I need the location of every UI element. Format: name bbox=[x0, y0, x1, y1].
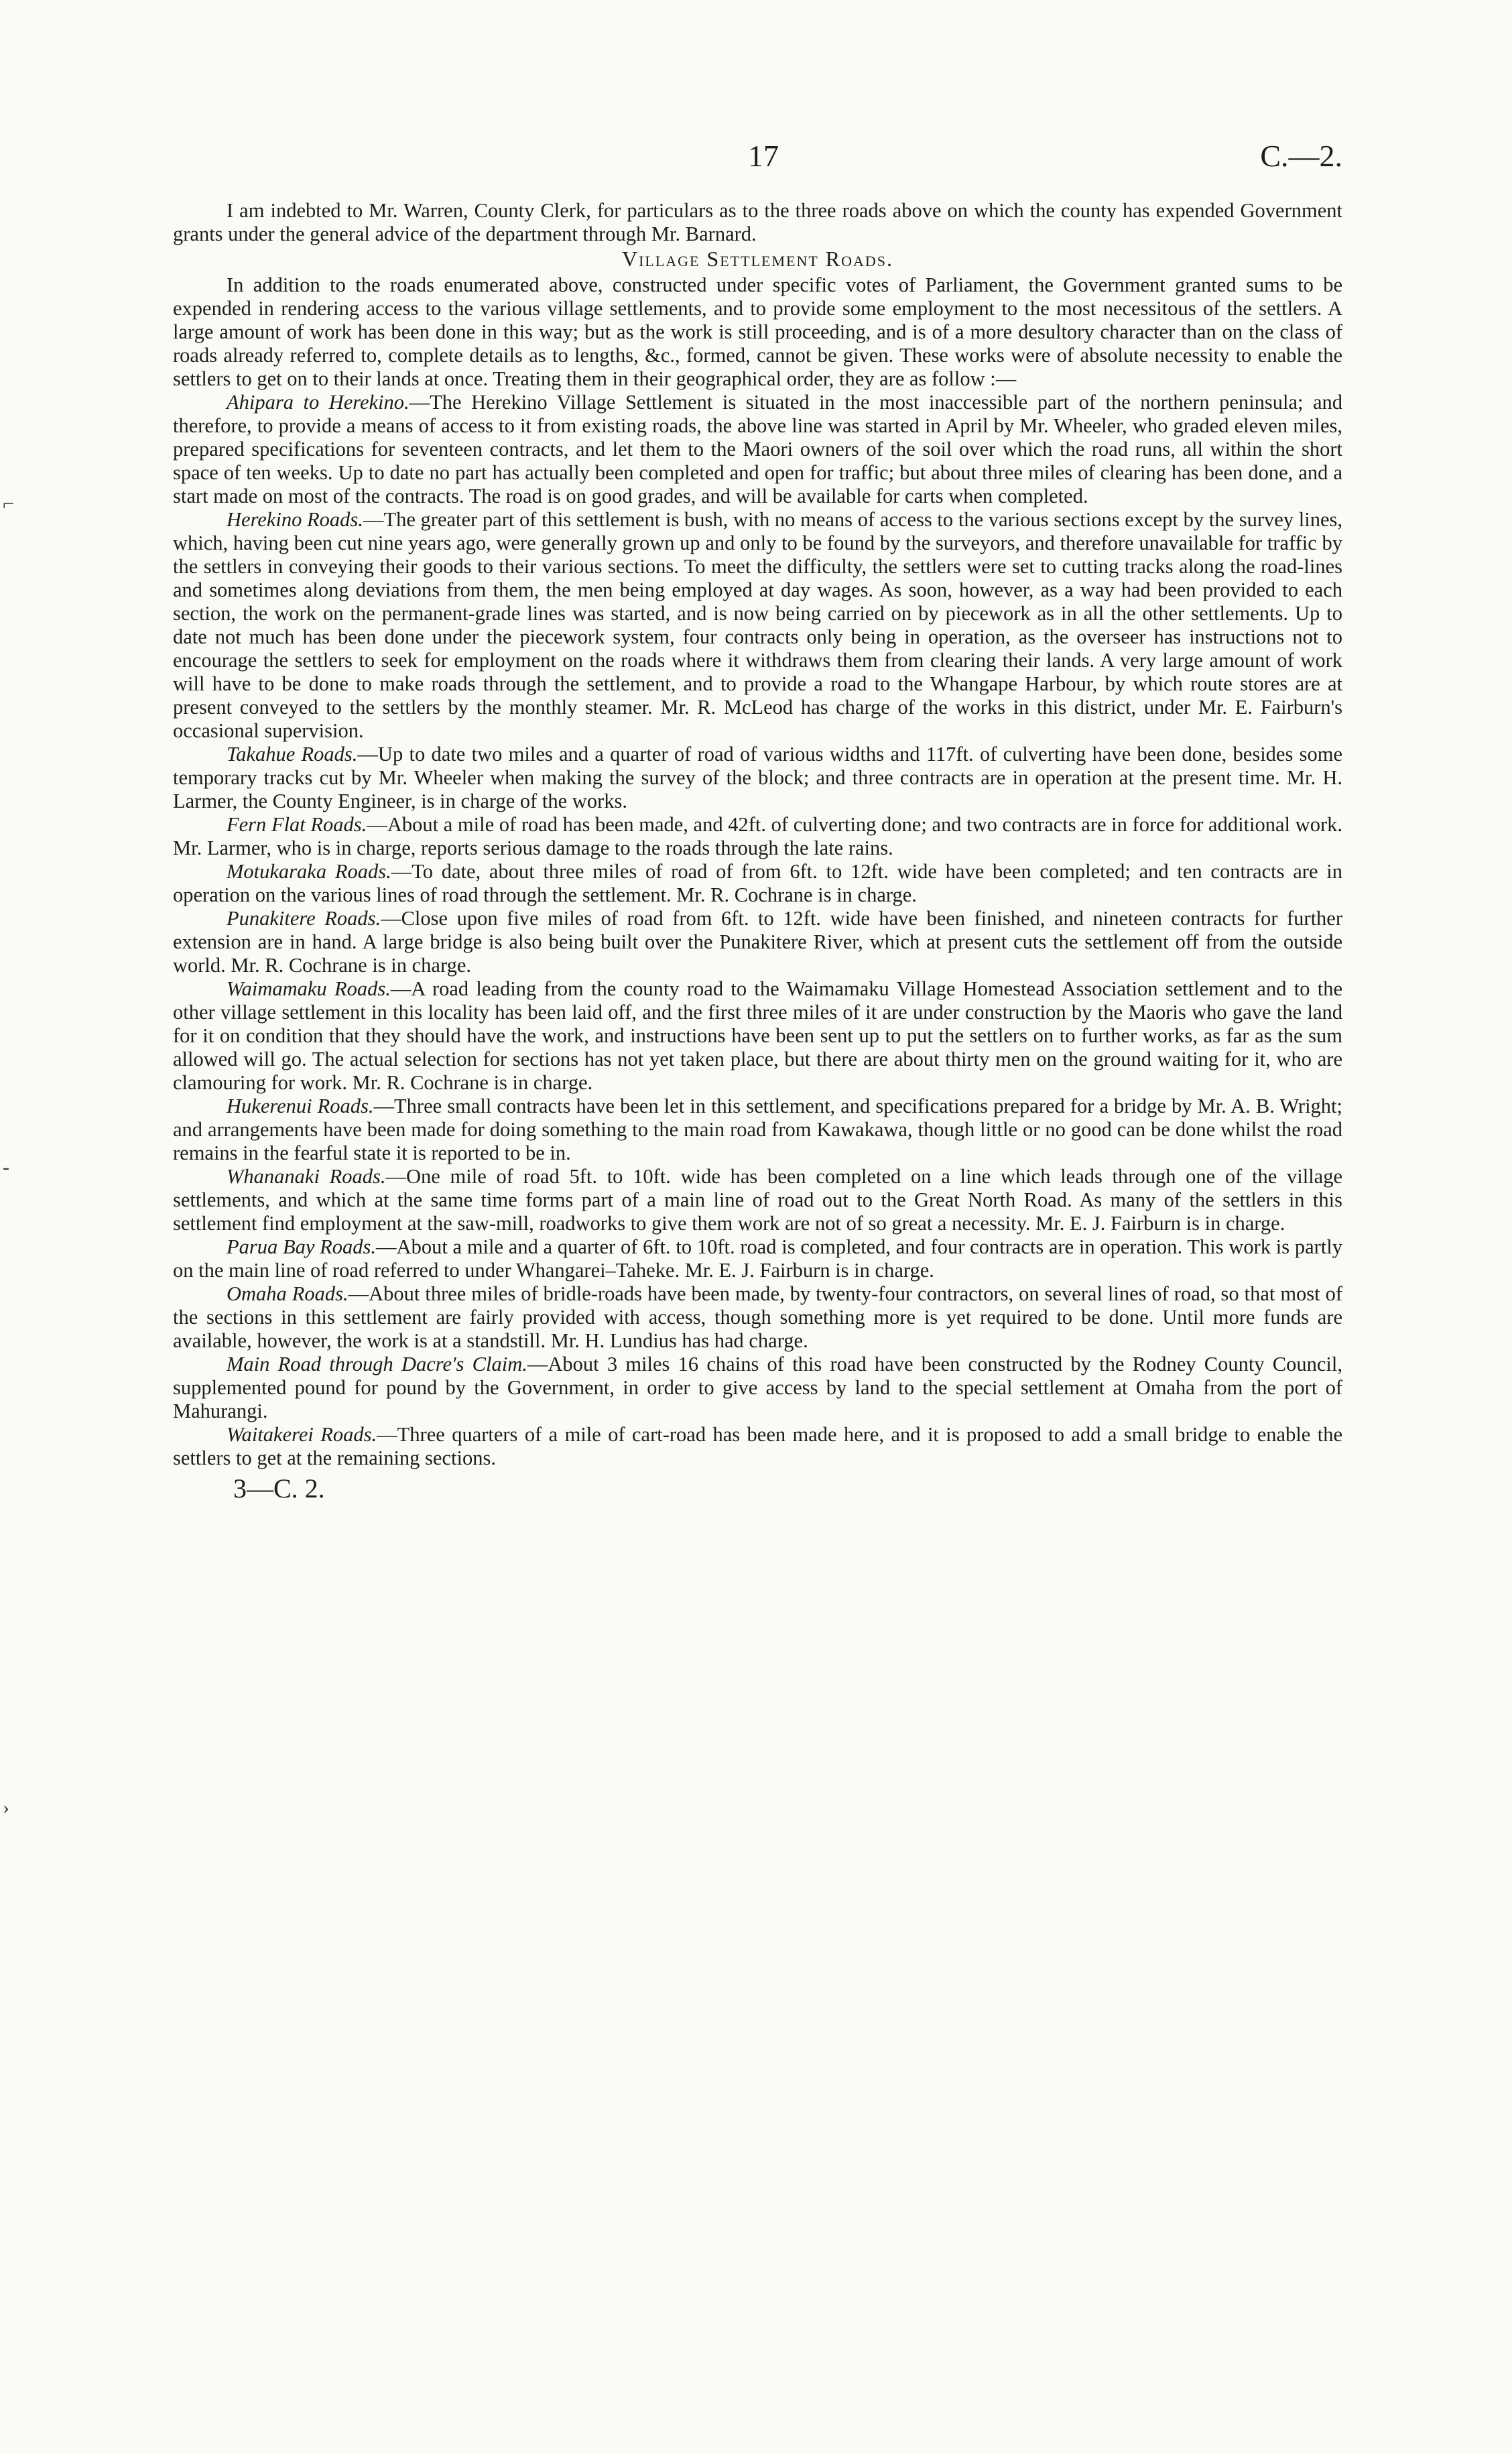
entry-motukaraka-roads bbox=[173, 860, 1342, 907]
entry-omaha-roads bbox=[173, 1282, 1342, 1353]
margin-tick-mark: ⌐ bbox=[3, 493, 14, 515]
entry-text: —To date, about three miles of road of from 6ft. to 12ft. wide have been completed; and ten contracts are in operation on the various lines of road through the settlement. Mr. R. Cochrane is in charge. bbox=[173, 860, 1342, 906]
entry-title: Whananaki Roads. bbox=[227, 1165, 386, 1188]
section-heading: Village Settlement Roads. bbox=[621, 247, 894, 271]
entry-text: —The Herekino Village Settlement is situated in the most inaccessible part of the northern peninsula; and therefore, to provide a means of access to it from existing roads, the above line was started in April by Mr. Wheeler, who graded eleven miles, prepared specifications for seventeen contracts, and let them to the Maori owners of the soil over which the road runs, all within the short space of ten weeks. Up to date no part has actually been completed and open for traffic; but about three miles of clearing has been done, and a start made on most of the contracts. The road is on good grades, and will be available for carts when completed. bbox=[173, 391, 1342, 507]
entry-title: Waitakerei Roads. bbox=[227, 1423, 377, 1446]
entry-hukerenui-roads bbox=[173, 1095, 1342, 1165]
page-number: 17 bbox=[748, 139, 779, 173]
entry-title: Main Road through Dacre's Claim. bbox=[227, 1353, 527, 1375]
document-page bbox=[173, 141, 1342, 1505]
section-intro-paragraph: In addition to the roads enumerated above, constructed under specific votes of Parliament, the Government granted sums to be expended in rendering access to the various village settlements, and to provide some employment to the most necessitous of the settlers. A large amount of work has been done in this way; but as the work is still proceeding, and is of a more desultory character than on the class of roads already referred to, complete details as to lengths, &c., formed, cannot be given. These works were of absolute necessity to enable the settlers to get on to their lands at once. Treating them in their geographical order, they are as follow :— bbox=[173, 273, 1342, 390]
entry-title: Ahipara to Herekino. bbox=[227, 391, 410, 414]
entry-title: Waimamaku Roads. bbox=[227, 977, 391, 1000]
entry-text: —Up to date two miles and a quarter of road of various widths and 117ft. of culverting have been done, besides some temporary tracks cut by Mr. Wheeler when making the survey of the block; and three contracts are in operation at the present time. Mr. H. Larmer, the County Engineer, is in charge of the works. bbox=[173, 743, 1342, 812]
entry-title: Motukaraka Roads. bbox=[227, 860, 391, 883]
entry-text: —Three small contracts have been let in this settlement, and specifications prepared for a bridge by Mr. A. B. Wright; and arrangements have been made for doing something to the main road from Kawakawa, though little or no good can be done whilst the road remains in the fearful state it is reported to be in. bbox=[173, 1095, 1342, 1164]
entry-herekino-roads bbox=[173, 508, 1342, 743]
entry-takahue-roads bbox=[173, 743, 1342, 813]
signature-mark: 3—C. 2. bbox=[233, 1473, 325, 1504]
document-reference: C.—2. bbox=[1260, 139, 1342, 173]
entry-waitakerei-roads bbox=[173, 1423, 1342, 1470]
body-text bbox=[173, 199, 1342, 1505]
entry-waimamaku-roads bbox=[173, 977, 1342, 1095]
entry-title: Herekino Roads. bbox=[227, 508, 363, 531]
margin-tick-mark: ‐ bbox=[3, 1156, 9, 1178]
entry-text: —About 3 miles 16 chains of this road have been constructed by the Rodney County Council, supplemented pound for pound by the Government, in order to give access by land to the special settlement at Omaha from the port of Mahurangi. bbox=[173, 1353, 1342, 1422]
entry-title: Omaha Roads. bbox=[227, 1282, 349, 1305]
entry-dacres-claim-road bbox=[173, 1353, 1342, 1423]
entry-text: —About a mile of road has been made, and 42ft. of culverting done; and two contracts are in force for additional work. Mr. Larmer, who is in charge, reports serious damage to the roads through the late rains. bbox=[173, 813, 1342, 859]
entry-text: —A road leading from the county road to the Waimamaku Village Homestead Association settlement and to the other village settlement in this locality has been laid off, and the first three miles of it are under construction by the Maoris who gave the land for it on condition that they should have the work, and instructions have been sent up to put the settlers on to further works, as far as the sum allowed will go. The actual selection for sections has not yet taken place, but there are about thirty men on the ground waiting for it, who are clamouring for work. Mr. R. Cochrane is in charge. bbox=[173, 977, 1342, 1094]
entry-title: Takahue Roads. bbox=[227, 743, 358, 765]
entry-fern-flat-roads bbox=[173, 813, 1342, 860]
entry-text: —Close upon five miles of road from 6ft. to 12ft. wide have been finished, and nineteen contracts for further extension are in hand. A large bridge is also being built over the Punakitere River, which at present cuts the settlement off from the outside world. Mr. R. Cochrane is in charge. bbox=[173, 907, 1342, 977]
entry-title: Fern Flat Roads. bbox=[227, 813, 367, 836]
entry-title: Punakitere Roads. bbox=[227, 907, 381, 930]
entry-title: Hukerenui Roads. bbox=[227, 1095, 374, 1117]
entry-text: —About a mile and a quarter of 6ft. to 10ft. road is completed, and four contracts are in operation. This work is partly on the main line of road referred to under Whangarei–Taheke. Mr. E. J. Fairburn is in charge. bbox=[173, 1235, 1343, 1282]
entry-parua-bay-roads bbox=[173, 1235, 1342, 1282]
entry-title: Parua Bay Roads. bbox=[227, 1235, 377, 1258]
entry-ahipara-herekino bbox=[173, 391, 1342, 508]
entry-whananaki-roads bbox=[173, 1165, 1342, 1235]
entry-punakitere-roads bbox=[173, 907, 1342, 977]
margin-tick-mark: › bbox=[3, 1796, 9, 1819]
entry-text: —Three quarters of a mile of cart-road has been made here, and it is proposed to add a small bridge to enable the settlers to get at the remaining sections. bbox=[173, 1423, 1342, 1469]
entry-text: —One mile of road 5ft. to 10ft. wide has been completed on a line which leads through one of the village settlements, and which at the same time forms part of a main line of road out to the Great North Road. As many of the settlers in this settlement find employment at the saw-mill, roadworks to give them work are not of so great a necessity. Mr. E. J. Fairburn is in charge. bbox=[173, 1165, 1342, 1235]
page-header bbox=[173, 141, 1342, 182]
entry-text: —The greater part of this settlement is bush, with no means of access to the various sections except by the survey lines, which, having been cut nine years ago, were generally grown up and only to be found by the surveyors, and therefore unavailable for traffic by the settlers in conveying their goods to their various sections. To meet the difficulty, the settlers were set to cutting tracks along the road-lines and sometimes along deviations from them, the men being employed at day wages. As soon, however, as a way had been provided to each section, the work on the permanent-grade lines was started, and is now being carried on by piecework as in all the other settlements. Up to date not much has been done under the piecework system, four contracts only being in operation, as the overseer has instructions not to encourage the settlers to seek for employment on the roads where it withdraws them from clearing their lands. A very large amount of work will have to be done to make roads through the settlement, and to provide a road to the Whangape Harbour, by which route stores are at present conveyed to the settlers by the monthly steamer. Mr. R. McLeod has charge of the works in this district, under Mr. E. Fairburn's occasional supervision. bbox=[173, 508, 1342, 742]
entry-text: —About three miles of bridle-roads have been made, by twenty-four contractors, on several lines of road, so that most of the sections in this settlement are fairly provided with access, though something more is yet required to be done. Until more funds are available, however, the work is at a standstill. Mr. H. Lundius has had charge. bbox=[173, 1282, 1342, 1352]
intro-paragraph: I am indebted to Mr. Warren, County Clerk, for particulars as to the three roads above on which the county has expended Government grants under the general advice of the department through Mr. Barnard. bbox=[173, 199, 1342, 245]
